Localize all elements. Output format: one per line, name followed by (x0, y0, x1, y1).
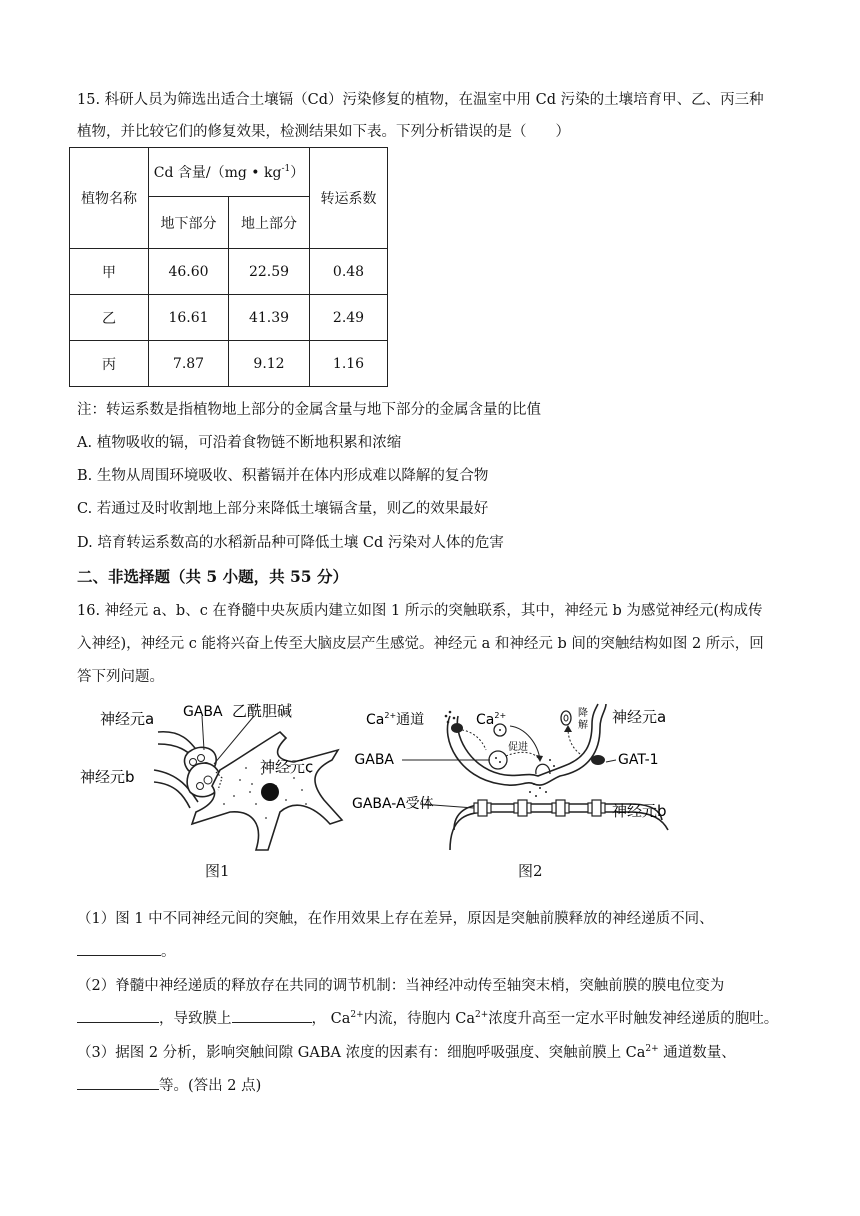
coef-value-cell: 1.16 (310, 341, 388, 387)
header-above-ground: 地上部分 (229, 197, 310, 249)
figure-1-diagram (80, 700, 350, 860)
fig2-label-gat1: GAT-1 (618, 752, 659, 768)
answer-blank-1[interactable] (77, 941, 161, 956)
answer-blank-2[interactable] (77, 1008, 159, 1023)
q16-sub2-line1: （2）脊髓中神经递质的释放存在共同的调节机制：当神经冲动传至轴突末梢，突触前膜的膜电位变为 (77, 978, 725, 994)
q15-option-d: D. 培育转运系数高的水稻新品种可降低土壤 Cd 污染对人体的危害 (77, 535, 504, 551)
q15-option-a: A. 植物吸收的镉，可沿着食物链不断地积累和浓缩 (77, 435, 402, 451)
fig2-label-gaba-a-receptor: GABA-A受体 (352, 796, 434, 812)
answer-blank-3[interactable] (232, 1008, 312, 1023)
q16-sub1-line1: （1）图 1 中不同神经元间的突触，在作用效果上存在差异，原因是突触前膜释放的神经递质不同、 (77, 911, 714, 927)
fig2-label-neuron-a: 神经元a (612, 708, 667, 726)
answer-blank-4[interactable] (77, 1075, 159, 1090)
plant-name-cell: 甲 (70, 249, 149, 295)
header-below-ground: 地下部分 (149, 197, 229, 249)
below-value-cell: 46.60 (149, 249, 229, 295)
header-transport-coef: 转运系数 (310, 148, 388, 249)
q16-stem-line1: 16. 神经元 a、b、c 在脊髓中央灰质内建立如图 1 所示的突触联系，其中，神经元 b 为感觉神经元(构成传 (77, 603, 763, 619)
q15-option-c: C. 若通过及时收割地上部分来降低土壤镉含量，则乙的效果最好 (77, 501, 489, 517)
plant-name-cell: 乙 (70, 295, 149, 341)
figure-1-caption: 图1 (205, 862, 230, 880)
above-value-cell: 9.12 (229, 341, 310, 387)
q15-stem-line2: 植物，并比较它们的修复效果，检测结果如下表。下列分析错误的是（ ） (77, 124, 570, 140)
above-value-cell: 22.59 (229, 249, 310, 295)
plant-name-cell: 丙 (70, 341, 149, 387)
table-row (70, 341, 388, 387)
below-value-cell: 7.87 (149, 341, 229, 387)
header-plant-name: 植物名称 (70, 148, 149, 249)
fig2-label-ca: $Ca^{2+}$ (476, 711, 507, 728)
fig1-label-neuron-a: 神经元a (100, 710, 155, 728)
fig2-label-promote: 促进 (508, 742, 528, 753)
fig2-label-gaba: GABA (354, 752, 394, 768)
q15-option-b: B. 生物从周围环境吸收、积蓄镉并在体内形成难以降解的复合物 (77, 468, 489, 484)
coef-value-cell: 0.48 (310, 249, 388, 295)
cd-content-table (69, 147, 388, 387)
coef-value-cell: 2.49 (310, 295, 388, 341)
q15-stem-line1: 15. 科研人员为筛选出适合土壤镉（Cd）污染修复的植物，在温室中用 Cd 污染的土壤培育甲、乙、丙三种 (77, 92, 764, 108)
figure-2-diagram (350, 700, 700, 860)
above-value-cell: 41.39 (229, 295, 310, 341)
table-row (70, 249, 388, 295)
q16-sub1-line2: 。 (77, 940, 176, 961)
below-value-cell: 16.61 (149, 295, 229, 341)
q16-stem-line3: 答下列问题。 (77, 669, 164, 685)
q16-sub3-line1: （3）据图 2 分析，影响突触间隙 GABA 浓度的因素有：细胞呼吸强度、突触前膜上 $Ca^{2+}$ 通道数量、 (77, 1044, 736, 1061)
fig1-label-neuron-b: 神经元b (80, 768, 135, 786)
q16-stem-line2: 入神经)，神经元 c 能将兴奋上传至大脑皮层产生感觉。神经元 a 和神经元 b 间的突触结构如图 2 所示，回 (77, 636, 764, 652)
section-heading: 二、非选择题（共 5 小题，共 55 分） (77, 567, 348, 586)
fig1-label-neuron-c: 神经元c (260, 758, 314, 776)
fig2-label-degrade-1: 降 (578, 708, 588, 719)
q16-sub2-line2: ，导致膜上 ， $Ca^{2+}$内流，待胞内 $Ca^{2+}$浓度升高至一定水平时触发神经递质的胞吐。 (77, 1007, 778, 1028)
fig2-label-ca-channel: $Ca^{2+}$通道 (366, 711, 425, 728)
table-row (70, 295, 388, 341)
figure-2-caption: 图2 (518, 862, 543, 880)
fig1-label-acetylcholine: 乙酰胆碱 (232, 702, 293, 720)
q15-note: 注：转运系数是指植物地上部分的金属含量与地下部分的金属含量的比值 (77, 402, 541, 418)
fig2-label-degrade-2: 解 (578, 720, 588, 731)
header-cd-content: Cd 含量/（mg • $kg^{-1}$） (149, 148, 310, 197)
q16-sub3-line2: 等。(答出 2 点) (77, 1074, 261, 1095)
fig1-label-gaba: GABA (183, 704, 223, 720)
fig2-label-neuron-b: 神经元b (612, 802, 667, 820)
